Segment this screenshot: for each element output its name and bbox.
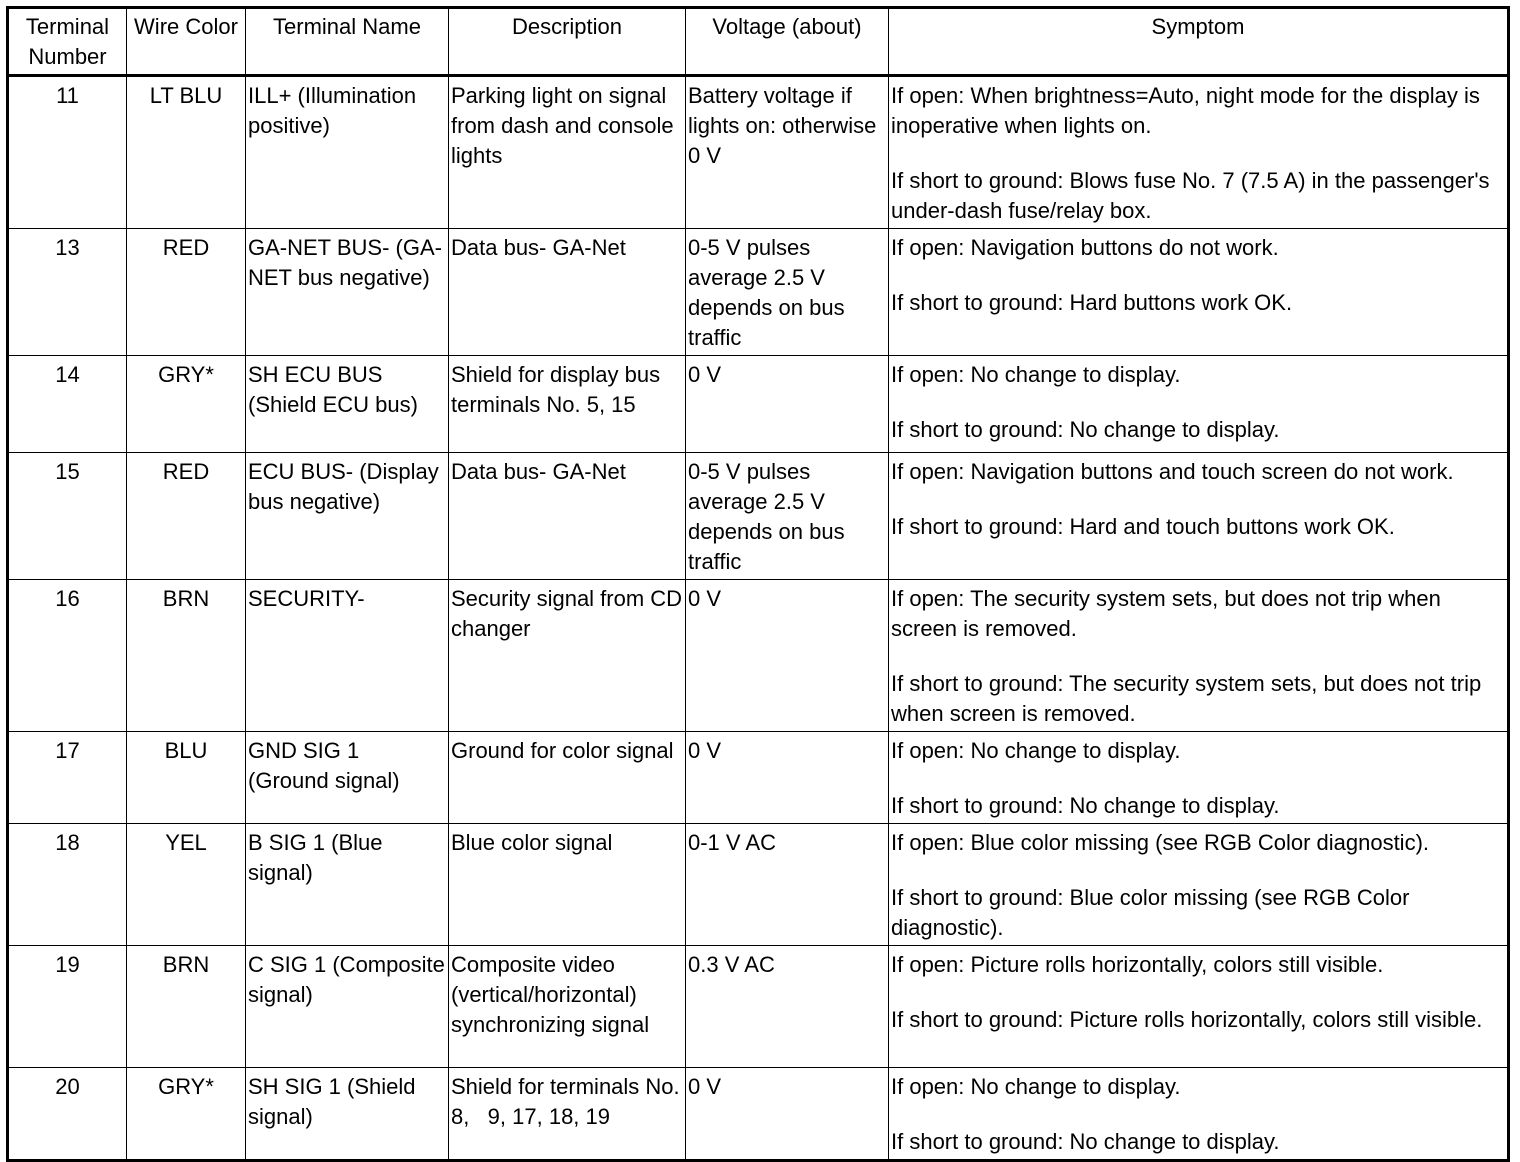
symptom-short: If short to ground: Blows fuse No. 7 (7.5 A) in the passenger's under-dash fuse/relay box. [891, 168, 1490, 223]
description: Ground for color signal [449, 732, 686, 824]
description: Parking light on signal from dash and console lights [449, 76, 686, 229]
description: Shield for terminals No. 8, 9, 17, 18, 19 [449, 1068, 686, 1161]
symptom-short: If short to ground: No change to display. [891, 417, 1280, 442]
symptom [889, 229, 1509, 356]
symptom [889, 732, 1509, 824]
voltage: 0-5 V pulses average 2.5 V depends on bus traffic [686, 229, 889, 356]
table-row [8, 732, 1509, 824]
wire-color: RED [127, 453, 246, 580]
table-header [8, 8, 1509, 76]
description: Composite video (vertical/horizontal) synchronizing signal [449, 946, 686, 1068]
header-wire-color: Wire Color [127, 8, 246, 76]
terminal-table [6, 6, 1510, 1162]
wire-color: BRN [127, 580, 246, 732]
terminal-name: SECURITY- [246, 580, 449, 732]
terminal-name: ECU BUS- (Display bus negative) [246, 453, 449, 580]
wire-color: RED [127, 229, 246, 356]
description: Blue color signal [449, 824, 686, 946]
terminal-number: 16 [8, 580, 127, 732]
wire-color: GRY* [127, 356, 246, 453]
symptom-short: If short to ground: The security system sets, but does not trip when screen is removed. [891, 671, 1482, 726]
symptom-short: If short to ground: No change to display. [891, 793, 1280, 818]
symptom-short: If short to ground: No change to display. [891, 1129, 1280, 1154]
symptom-open: If open: Navigation buttons do not work. [891, 235, 1279, 260]
wire-color: YEL [127, 824, 246, 946]
terminal-number: 13 [8, 229, 127, 356]
wire-color: BRN [127, 946, 246, 1068]
wire-color: LT BLU [127, 76, 246, 229]
terminal-number: 19 [8, 946, 127, 1068]
terminal-number: 15 [8, 453, 127, 580]
symptom-open: If open: Picture rolls horizontally, colors still visible. [891, 952, 1384, 977]
wire-color: BLU [127, 732, 246, 824]
voltage: 0-1 V AC [686, 824, 889, 946]
voltage: 0.3 V AC [686, 946, 889, 1068]
symptom-open: If open: Blue color missing (see RGB Color diagnostic). [891, 830, 1430, 855]
symptom [889, 946, 1509, 1068]
voltage: 0-5 V pulses average 2.5 V depends on bus traffic [686, 453, 889, 580]
header-terminal-name: Terminal Name [246, 8, 449, 76]
symptom-open: If open: When brightness=Auto, night mode for the display is inoperative when lights on. [891, 83, 1480, 138]
description: Data bus- GA-Net [449, 453, 686, 580]
symptom-open: If open: No change to display. [891, 1074, 1181, 1099]
header-terminal-number: Terminal Number [8, 8, 127, 76]
terminal-name: GND SIG 1 (Ground signal) [246, 732, 449, 824]
symptom [889, 1068, 1509, 1161]
voltage: 0 V [686, 1068, 889, 1161]
header-voltage: Voltage (about) [686, 8, 889, 76]
symptom-open: If open: Navigation buttons and touch screen do not work. [891, 459, 1454, 484]
table-row [8, 76, 1509, 229]
voltage: 0 V [686, 732, 889, 824]
table-body [8, 76, 1509, 1161]
wire-color: GRY* [127, 1068, 246, 1161]
description: Security signal from CD changer [449, 580, 686, 732]
description: Shield for display bus terminals No. 5, 15 [449, 356, 686, 453]
symptom-short: If short to ground: Blue color missing (see RGB Color diagnostic). [891, 885, 1410, 940]
description: Data bus- GA-Net [449, 229, 686, 356]
header-row [8, 8, 1509, 76]
symptom-short: If short to ground: Picture rolls horizontally, colors still visible. [891, 1007, 1483, 1032]
symptom-short: If short to ground: Hard and touch buttons work OK. [891, 514, 1395, 539]
terminal-name: ILL+ (Illumination positive) [246, 76, 449, 229]
symptom [889, 580, 1509, 732]
terminal-name: SH ECU BUS (Shield ECU bus) [246, 356, 449, 453]
terminal-number: 14 [8, 356, 127, 453]
symptom-open: If open: No change to display. [891, 362, 1181, 387]
table-row [8, 356, 1509, 453]
terminal-number: 18 [8, 824, 127, 946]
symptom [889, 356, 1509, 453]
symptom [889, 824, 1509, 946]
symptom-open: If open: No change to display. [891, 738, 1181, 763]
table-row [8, 946, 1509, 1068]
table-row [8, 229, 1509, 356]
symptom [889, 76, 1509, 229]
voltage: Battery voltage if lights on: otherwise 0 V [686, 76, 889, 229]
symptom-short: If short to ground: Hard buttons work OK. [891, 290, 1293, 315]
symptom [889, 453, 1509, 580]
terminal-name: SH SIG 1 (Shield signal) [246, 1068, 449, 1161]
table-row [8, 453, 1509, 580]
terminal-number: 17 [8, 732, 127, 824]
terminal-name: GA-NET BUS- (GA-NET bus negative) [246, 229, 449, 356]
header-description: Description [449, 8, 686, 76]
table-row [8, 1068, 1509, 1161]
terminal-name: B SIG 1 (Blue signal) [246, 824, 449, 946]
terminal-number: 11 [8, 76, 127, 229]
terminal-name: C SIG 1 (Composite signal) [246, 946, 449, 1068]
table-row [8, 824, 1509, 946]
terminal-number: 20 [8, 1068, 127, 1161]
symptom-open: If open: The security system sets, but does not trip when screen is removed. [891, 586, 1441, 641]
header-symptom: Symptom [889, 8, 1509, 76]
voltage: 0 V [686, 356, 889, 453]
table-row [8, 580, 1509, 732]
voltage: 0 V [686, 580, 889, 732]
